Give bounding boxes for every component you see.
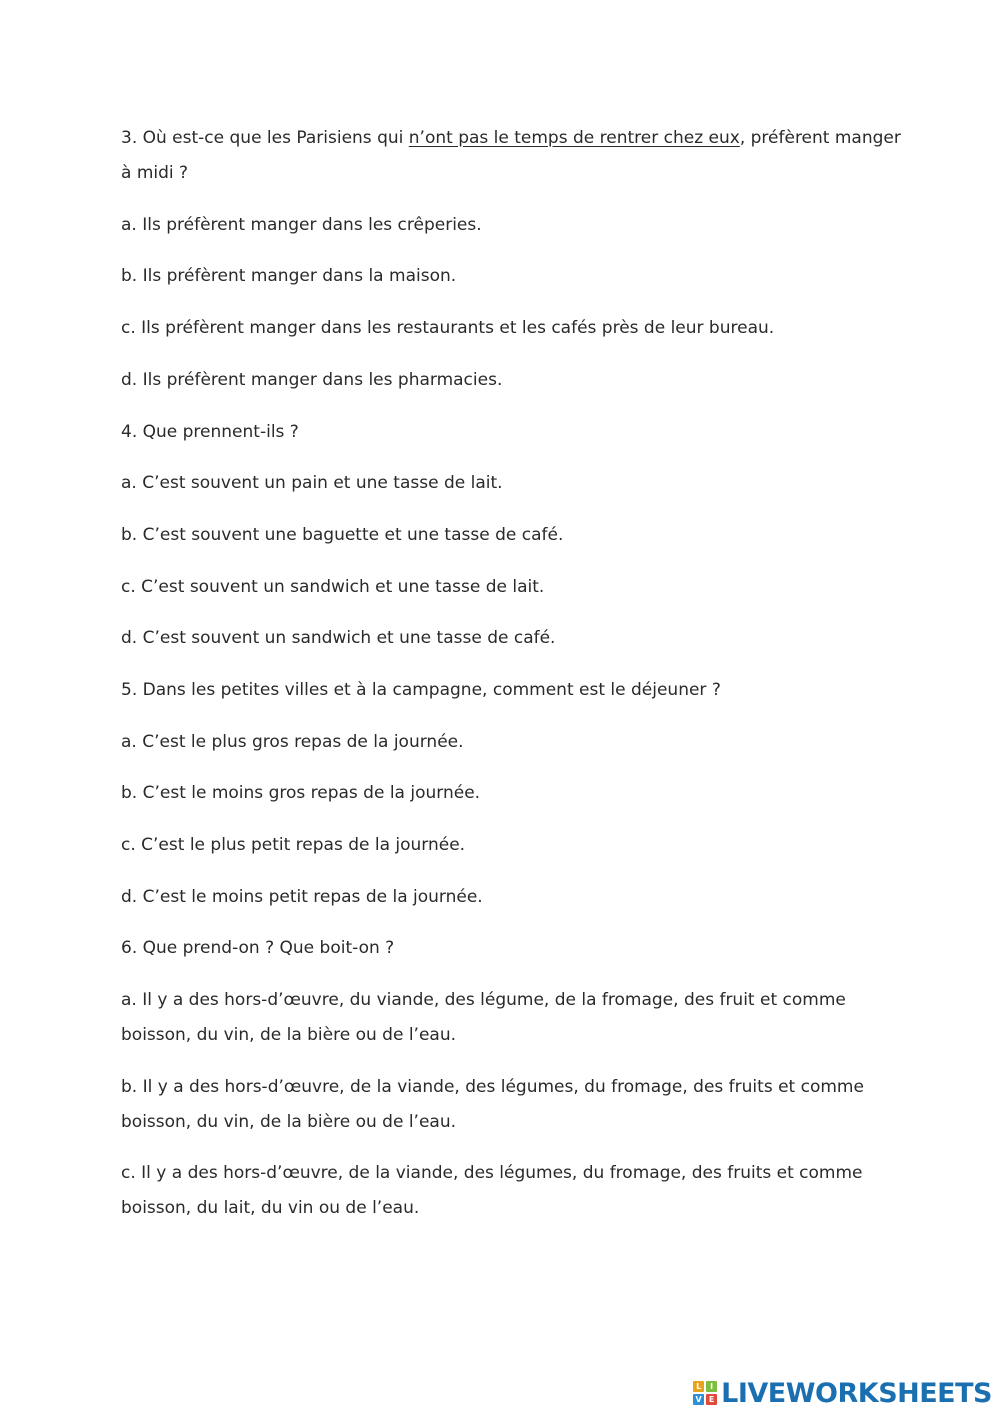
question-4-option-d[interactable]: d. C’est souvent un sandwich et une tasse de café. [121, 628, 556, 648]
question-3-continuation: à midi ? [121, 163, 189, 183]
question-3-prefix: 3. Où est-ce que les Parisiens qui [121, 128, 409, 148]
question-5: 5. Dans les petites villes et à la campagne, comment est le déjeuner ? [121, 680, 721, 700]
question-5-option-a[interactable]: a. C’est le plus gros repas de la journée. [121, 732, 464, 752]
question-5-option-b[interactable]: b. C’est le moins gros repas de la journée. [121, 783, 481, 803]
logo-tile-e: E [706, 1394, 717, 1405]
logo-tile-l: L [693, 1381, 704, 1392]
question-3-suffix: , préfèrent manger [739, 128, 901, 148]
question-4: 4. Que prennent-ils ? [121, 422, 299, 442]
logo-icon [693, 1381, 717, 1405]
question-3-option-b[interactable]: b. Ils préfèrent manger dans la maison. [121, 266, 457, 286]
question-6-option-b-continuation[interactable]: boisson, du vin, de la bière ou de l’eau. [121, 1112, 457, 1132]
question-3 [121, 127, 901, 149]
liveworksheets-logo [693, 1377, 992, 1409]
logo-tile-i: I [706, 1381, 717, 1392]
question-5-option-d[interactable]: d. C’est le moins petit repas de la journée. [121, 887, 483, 907]
brand-wordmark: LIVEWORKSHEETS [721, 1377, 992, 1409]
question-5-option-c[interactable]: c. C’est le plus petit repas de la journée. [121, 835, 466, 855]
question-4-option-c[interactable]: c. C’est souvent un sandwich et une tasse de lait. [121, 577, 545, 597]
logo-tile-v: V [693, 1394, 704, 1405]
question-3-option-d[interactable]: d. Ils préfèrent manger dans les pharmacies. [121, 370, 503, 390]
question-3-underlined-phrase: n’ont pas le temps de rentrer chez eux [408, 128, 740, 148]
question-6-option-a[interactable]: a. Il y a des hors-d’œuvre, du viande, des légume, de la fromage, des fruit et comme [121, 990, 846, 1010]
question-6-option-b[interactable]: b. Il y a des hors-d’œuvre, de la viande, des légumes, du fromage, des fruits et comme [121, 1077, 864, 1097]
question-4-option-a[interactable]: a. C’est souvent un pain et une tasse de lait. [121, 473, 503, 493]
question-3-option-a[interactable]: a. Ils préfèrent manger dans les crêperies. [121, 215, 482, 235]
question-6-option-c[interactable]: c. Il y a des hors-d’œuvre, de la viande, des légumes, du fromage, des fruits et comme [121, 1163, 863, 1183]
question-6-option-a-continuation[interactable]: boisson, du vin, de la bière ou de l’eau. [121, 1025, 457, 1045]
question-4-option-b[interactable]: b. C’est souvent une baguette et une tasse de café. [121, 525, 564, 545]
question-6: 6. Que prend-on ? Que boit-on ? [121, 938, 395, 958]
question-6-option-c-continuation[interactable]: boisson, du lait, du vin ou de l’eau. [121, 1198, 420, 1218]
question-3-option-c[interactable]: c. Ils préfèrent manger dans les restaurants et les cafés près de leur bureau. [121, 318, 775, 338]
